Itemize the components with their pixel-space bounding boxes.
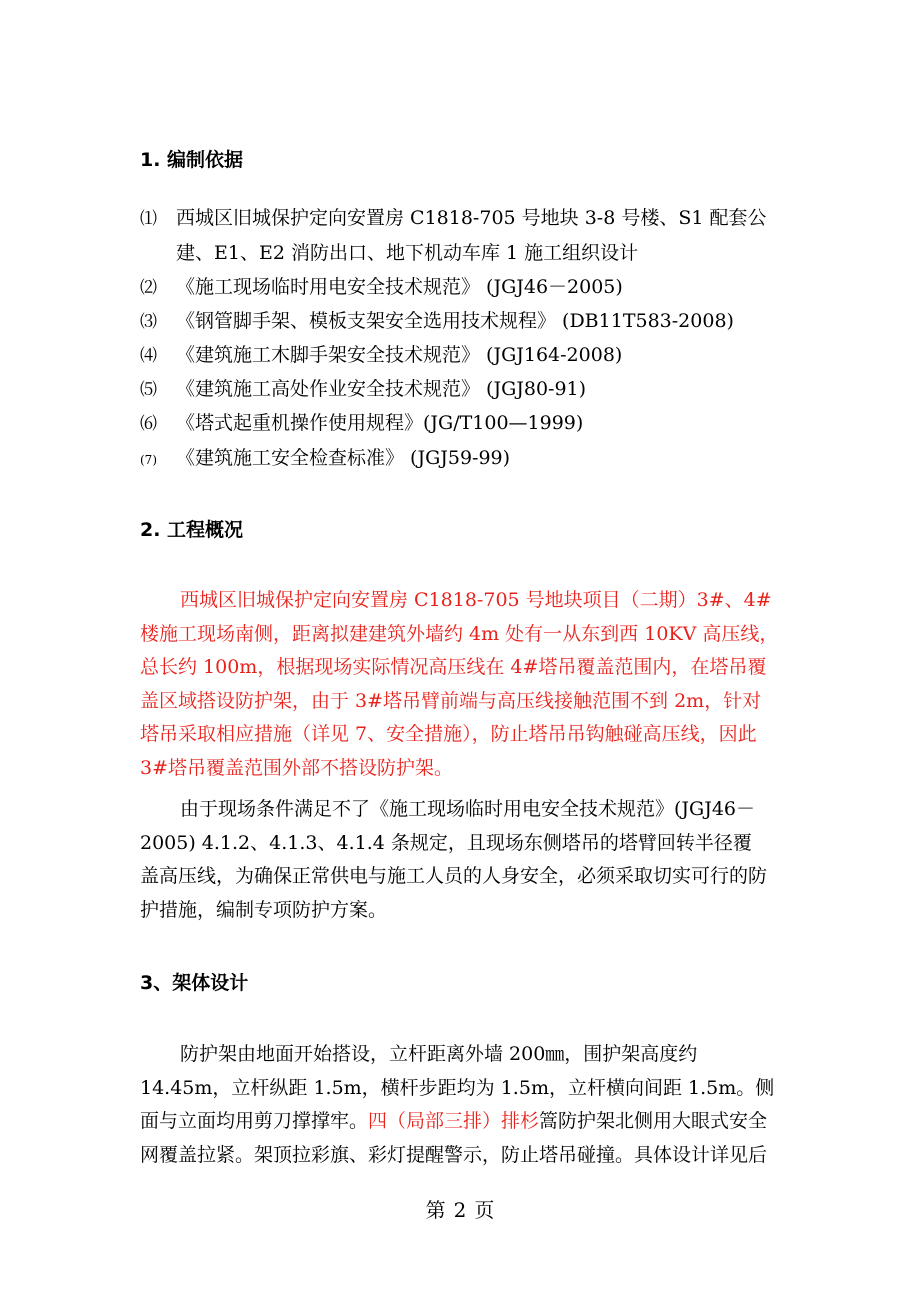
paragraph-segment: 面与立面均用剪刀撑撑牢。 <box>140 1110 369 1133</box>
paragraph-line: 西城区旧城保护定向安置房 C1818-705 号地块项目（二期）3#、4# <box>180 589 772 611</box>
section-2-heading: 2. 工程概况 <box>140 519 244 541</box>
reference-number: ⑹ <box>140 414 157 434</box>
paragraph-line: 14.45m，立杆纵距 1.5m，横杆步距均为 1.5m，立杆横向间距 1.5m。侧 <box>140 1076 775 1099</box>
reference-item-1-continuation: 建、E1、E2 消防出口、地下机动车库 1 施工组织设计 <box>176 242 639 264</box>
paragraph-line <box>140 1105 800 1139</box>
reference-text: 《钢管脚手架、模板支架安全选用技术规程》 (DB11T583-2008) <box>176 310 734 332</box>
reference-item-1 <box>140 205 766 232</box>
paragraph-line: 总长约 100m，根据现场实际情况高压线在 4#塔吊覆盖范围内，在塔吊覆 <box>140 656 767 679</box>
page-number: 2 <box>453 1198 467 1222</box>
reference-text: 《建筑施工木脚手架安全技术规范》 (JGJ164-2008) <box>176 344 623 366</box>
reference-text: 《建筑施工高处作业安全技术规范》 (JGJ80-91) <box>176 378 587 400</box>
paragraph-line: 2005) 4.1.2、4.1.3、4.1.4 条规定，且现场东侧塔吊的塔臂回转半径覆 <box>140 831 752 854</box>
reference-number: ⑶ <box>140 312 157 332</box>
paragraph-line: 网覆盖拉紧。架顶拉彩旗、彩灯提醒警示，防止塔吊碰撞。具体设计详见后 <box>140 1143 768 1166</box>
page-number-footer <box>0 1196 920 1224</box>
reference-number: ⑸ <box>140 380 157 400</box>
reference-item-4 <box>140 342 622 369</box>
paragraph-segment: 篙防护架北侧用大眼式安全 <box>539 1110 768 1133</box>
reference-text: 《建筑施工安全检查标准》 (JGJ59-99) <box>176 447 511 469</box>
reference-text: 西城区旧城保护定向安置房 C1818-705 号地块 3-8 号楼、S1 配套公 <box>176 207 767 229</box>
reference-item-6 <box>140 410 583 437</box>
reference-number: ⑴ <box>140 209 157 229</box>
reference-number: ⑵ <box>140 278 157 298</box>
reference-item-3 <box>140 308 734 335</box>
project-overview-paragraph <box>140 793 800 927</box>
project-overview-highlight-paragraph <box>140 584 800 786</box>
frame-design-paragraph <box>140 1038 800 1172</box>
reference-item-2 <box>140 274 623 301</box>
highlighted-segment: 四（局部三排）排杉 <box>368 1110 540 1133</box>
paragraph-line: 防护架由地面开始搭设，立杆距离外墙 200㎜，围护架高度约 <box>180 1043 698 1065</box>
paragraph-line: 3#塔吊覆盖范围外部不搭设防护架。 <box>140 756 454 779</box>
section-1-heading: 1. 编制依据 <box>140 149 244 171</box>
paragraph-line: 盖高压线，为确保正常供电与施工人员的人身安全，必须采取切实可行的防 <box>140 865 768 888</box>
reference-item-7 <box>140 445 510 473</box>
paragraph-line: 护措施，编制专项防护方案。 <box>140 898 388 921</box>
paragraph-line: 楼施工现场南侧，距离拟建建筑外墙约 4m 处有一从东到西 10KV 高压线， <box>140 622 779 645</box>
reference-item-5 <box>140 376 586 403</box>
page-prefix: 第 <box>425 1198 446 1222</box>
reference-text: 《塔式起重机操作使用规程》(JG/T100—1999) <box>176 412 584 434</box>
reference-text: 《施工现场临时用电安全技术规范》 (JGJ46－2005) <box>176 276 623 298</box>
page-suffix: 页 <box>474 1198 495 1222</box>
paragraph-line: 塔吊采取相应措施（详见 7、安全措施），防止塔吊吊钩触碰高压线，因此 <box>140 723 757 746</box>
paragraph-line: 由于现场条件满足不了《施工现场临时用电安全技术规范》(JGJ46－ <box>180 798 756 820</box>
reference-number: ⑷ <box>140 346 157 366</box>
paragraph-line: 盖区域搭设防护架，由于 3#塔吊臂前端与高压线接触范围不到 2m，针对 <box>140 689 762 712</box>
reference-number: (7) <box>140 453 157 467</box>
section-3-heading: 3、架体设计 <box>140 972 249 994</box>
